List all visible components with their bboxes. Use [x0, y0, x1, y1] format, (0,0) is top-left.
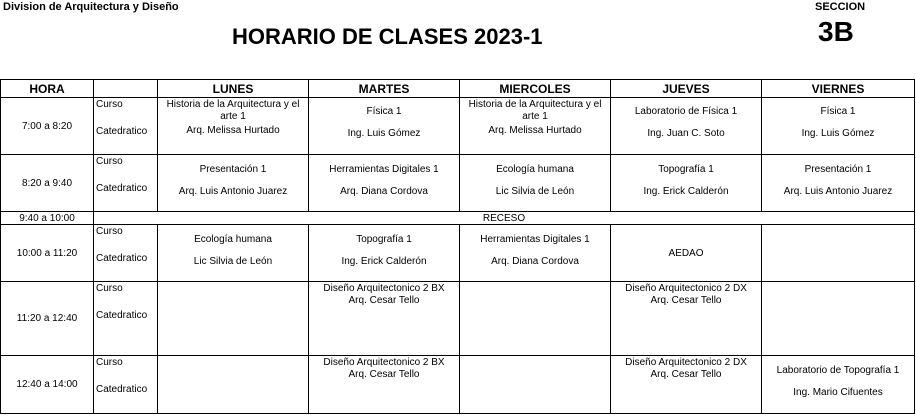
- course-name: Herramientas Digitales 1: [480, 234, 590, 245]
- header-row: [1, 80, 915, 98]
- row-labels: [94, 98, 158, 155]
- class-cell: [309, 155, 460, 212]
- course-name: Física 1: [820, 106, 856, 117]
- row-labels: [94, 282, 158, 356]
- class-cell: [158, 356, 309, 414]
- curso-label: Curso: [96, 283, 123, 294]
- class-cell: [309, 356, 460, 414]
- schedule-table: [0, 79, 915, 414]
- catedratico-label: Catedratico: [96, 126, 148, 137]
- instructor-name: Arq. Luis Antonio Juarez: [783, 186, 893, 197]
- catedratico-label: Catedratico: [96, 310, 148, 321]
- catedratico-label: Catedratico: [96, 253, 148, 264]
- instructor-name: Arq. Cesar Tello: [650, 295, 722, 306]
- instructor-name: Ing. Juan C. Soto: [647, 128, 725, 139]
- curso-label: Curso: [96, 226, 123, 237]
- break-row: [1, 212, 915, 225]
- col-header-miercoles: MIERCOLES: [460, 80, 611, 98]
- course-name: Diseño Arquitectonico 2 DX: [625, 283, 747, 294]
- class-cell: [460, 98, 611, 155]
- row-labels: [94, 356, 158, 414]
- table-row: [1, 356, 915, 414]
- col-header-viernes: VIERNES: [762, 80, 915, 98]
- instructor-name: Arq. Diana Cordova: [340, 186, 428, 197]
- class-cell: [309, 225, 460, 282]
- instructor-name: Arq. Cesar Tello: [650, 369, 722, 380]
- class-cell: [460, 282, 611, 356]
- curso-label: Curso: [96, 156, 123, 167]
- time-slot: 11:20 a 12:40: [1, 282, 94, 356]
- table-row: [1, 225, 915, 282]
- class-cell: [460, 356, 611, 414]
- course-name: Herramientas Digitales 1: [329, 164, 439, 175]
- course-name: Diseño Arquitectonico 2 DX: [625, 357, 747, 368]
- time-slot: 12:40 a 14:00: [1, 356, 94, 414]
- class-cell: [762, 155, 915, 212]
- instructor-name: Lic Silvia de León: [495, 186, 575, 197]
- curso-label: Curso: [96, 99, 123, 110]
- course-name: Laboratorio de Topografía 1: [776, 365, 900, 376]
- col-header-hora: HORA: [1, 80, 94, 98]
- section-value: 3B: [818, 16, 854, 47]
- class-cell: [611, 225, 762, 282]
- row-labels: [94, 155, 158, 212]
- class-cell: [611, 98, 762, 155]
- class-cell: [611, 282, 762, 356]
- page-title: HORARIO DE CLASES 2023-1: [232, 24, 543, 49]
- class-cell: [460, 155, 611, 212]
- class-cell: [158, 225, 309, 282]
- instructor-name: Arq. Cesar Tello: [348, 295, 420, 306]
- table-row: [1, 98, 915, 155]
- course-name: Historia de la Arquitectura y el arte 1: [468, 99, 602, 122]
- course-name: Ecología humana: [496, 164, 574, 175]
- table-row: [1, 155, 915, 212]
- instructor-name: Arq. Cesar Tello: [348, 369, 420, 380]
- time-slot: 8:20 a 9:40: [1, 155, 94, 212]
- class-cell: [611, 155, 762, 212]
- class-cell: [158, 282, 309, 356]
- course-name: Física 1: [366, 106, 402, 117]
- division-title: Division de Arquitectura y Diseño: [3, 1, 179, 13]
- class-cell: [309, 282, 460, 356]
- instructor-name: Arq. Diana Cordova: [491, 256, 579, 267]
- break-label: RECESO: [94, 212, 915, 225]
- time-slot: 7:00 a 8:20: [1, 98, 94, 155]
- course-name: Historia de la Arquitectura y el arte 1: [166, 99, 300, 122]
- col-header-lunes: LUNES: [158, 80, 309, 98]
- class-cell: [460, 225, 611, 282]
- row-labels: [94, 225, 158, 282]
- class-cell: [309, 98, 460, 155]
- class-cell: [762, 356, 915, 414]
- class-cell: [762, 98, 915, 155]
- course-name: Laboratorio de Física 1: [634, 106, 738, 117]
- table-row: [1, 282, 915, 356]
- col-header-martes: MARTES: [309, 80, 460, 98]
- col-header-jueves: JUEVES: [611, 80, 762, 98]
- time-slot: 9:40 a 10:00: [1, 212, 94, 225]
- course-name: Presentación 1: [804, 164, 872, 175]
- course-name: Topografía 1: [356, 234, 412, 245]
- course-name: Diseño Arquitectonico 2 BX: [323, 357, 445, 368]
- course-name: Diseño Arquitectonico 2 BX: [323, 283, 445, 294]
- col-header-label: [94, 80, 158, 98]
- curso-label: Curso: [96, 357, 123, 368]
- instructor-name: Ing. Luis Gómez: [801, 128, 875, 139]
- instructor-name: Ing. Erick Calderón: [643, 186, 729, 197]
- class-cell: [611, 356, 762, 414]
- instructor-name: Arq. Luis Antonio Juarez: [178, 186, 288, 197]
- course-name: Presentación 1: [199, 164, 267, 175]
- catedratico-label: Catedratico: [96, 183, 148, 194]
- course-name: Topografía 1: [658, 164, 714, 175]
- instructor-name: Ing. Luis Gómez: [347, 128, 421, 139]
- course-name: AEDAO: [668, 247, 704, 259]
- course-name: Ecología humana: [194, 234, 272, 245]
- instructor-name: Arq. Melissa Hurtado: [488, 125, 582, 136]
- class-cell: [762, 225, 915, 282]
- catedratico-label: Catedratico: [96, 384, 148, 395]
- instructor-name: Ing. Erick Calderón: [341, 256, 427, 267]
- class-cell: [158, 155, 309, 212]
- class-cell: [762, 282, 915, 356]
- instructor-name: Ing. Mario Cifuentes: [793, 387, 883, 398]
- instructor-name: Lic Silvia de León: [193, 256, 273, 267]
- section-label: SECCION: [815, 1, 866, 13]
- instructor-name: Arq. Melissa Hurtado: [186, 125, 280, 136]
- class-cell: [158, 98, 309, 155]
- time-slot: 10:00 a 11:20: [1, 225, 94, 282]
